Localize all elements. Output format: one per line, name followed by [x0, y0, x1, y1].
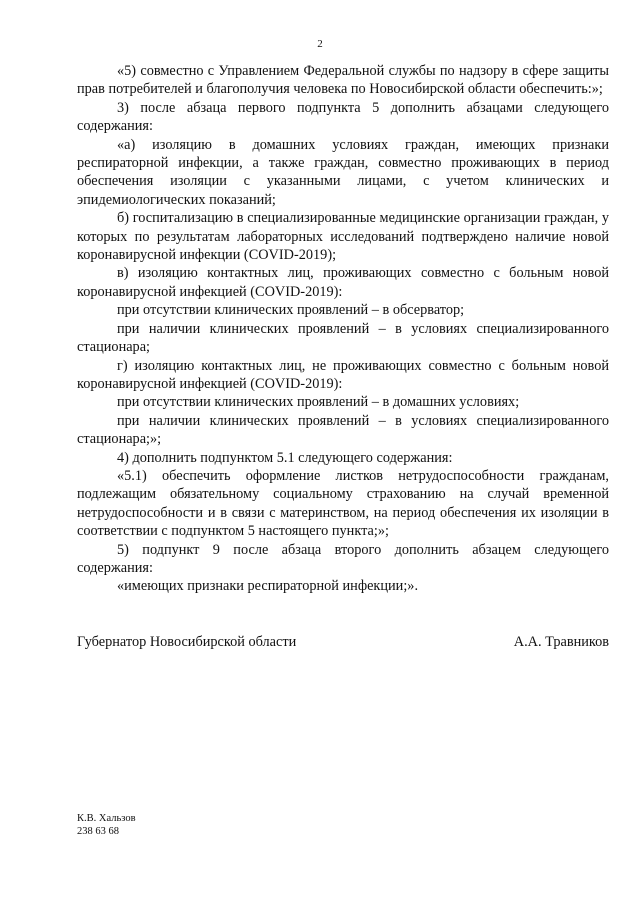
- paragraph: «имеющих признаки респираторной инфекции;».: [117, 578, 419, 595]
- signatory-name: А.А. Травников: [513, 634, 609, 650]
- paragraph: 4) дополнить подпунктом 5.1 следующего содержания:: [117, 449, 453, 466]
- paragraph: «5) совместно с Управлением Федеральной службы по надзору в сфере защиты прав потребителей и благополучия человека по Новосибирской области обеспечить:»;: [77, 63, 609, 98]
- executor-phone: 238 63 68: [77, 826, 119, 837]
- paragraph: при отсутствии клинических проявлений – в обсерватор;: [117, 302, 465, 319]
- paragraph: при отсутствии клинических проявлений – в домашних условиях;: [117, 394, 520, 411]
- paragraph: «а) изоляцию в домашних условиях граждан, имеющих признаки респираторной инфекции, а также граждан, совместно проживающих в период обеспечения изоляции с указанными лицами, с учетом клинических и эпидемиологических показаний;: [77, 136, 609, 208]
- signatory-role: Губернатор Новосибирской области: [77, 634, 297, 650]
- paragraph: г) изоляцию контактных лиц, не проживающих совместно с больным новой коронавирусной инфекцией (COVID-2019):: [77, 357, 609, 392]
- paragraph: при наличии клинических проявлений – в условиях специализированного стационара;»;: [77, 412, 609, 448]
- paragraph: в) изоляцию контактных лиц, проживающих совместно с больным новой коронавирусной инфекцией (COVID-2019):: [77, 265, 609, 300]
- executor-info: [77, 812, 136, 838]
- paragraph: б) госпитализацию в специализированные медицинские организации граждан, у которых по результатам лабораторных исследований подтверждено наличие новой коронавирусной инфекции (COVID-2019);: [77, 210, 609, 264]
- page-number: 2: [317, 38, 323, 50]
- document-body: [77, 62, 609, 596]
- paragraph: при наличии клинических проявлений – в условиях специализированного стационара;: [77, 320, 609, 356]
- paragraph: «5.1) обеспечить оформление листков нетрудоспособности гражданам, подлежащим обязательному социальному страхованию на случай временной нетрудоспособности и в связи с материнством, на период обеспечения их изоляции в соответствии с подпунктом 5 настоящего пункта;»;: [77, 467, 609, 540]
- paragraph: 5) подпункт 9 после абзаца второго дополнить абзацем следующего содержания:: [77, 541, 609, 576]
- paragraph: 3) после абзаца первого подпункта 5 дополнить абзацами следующего содержания:: [77, 99, 609, 135]
- executor-name: К.В. Хальзов: [77, 813, 136, 824]
